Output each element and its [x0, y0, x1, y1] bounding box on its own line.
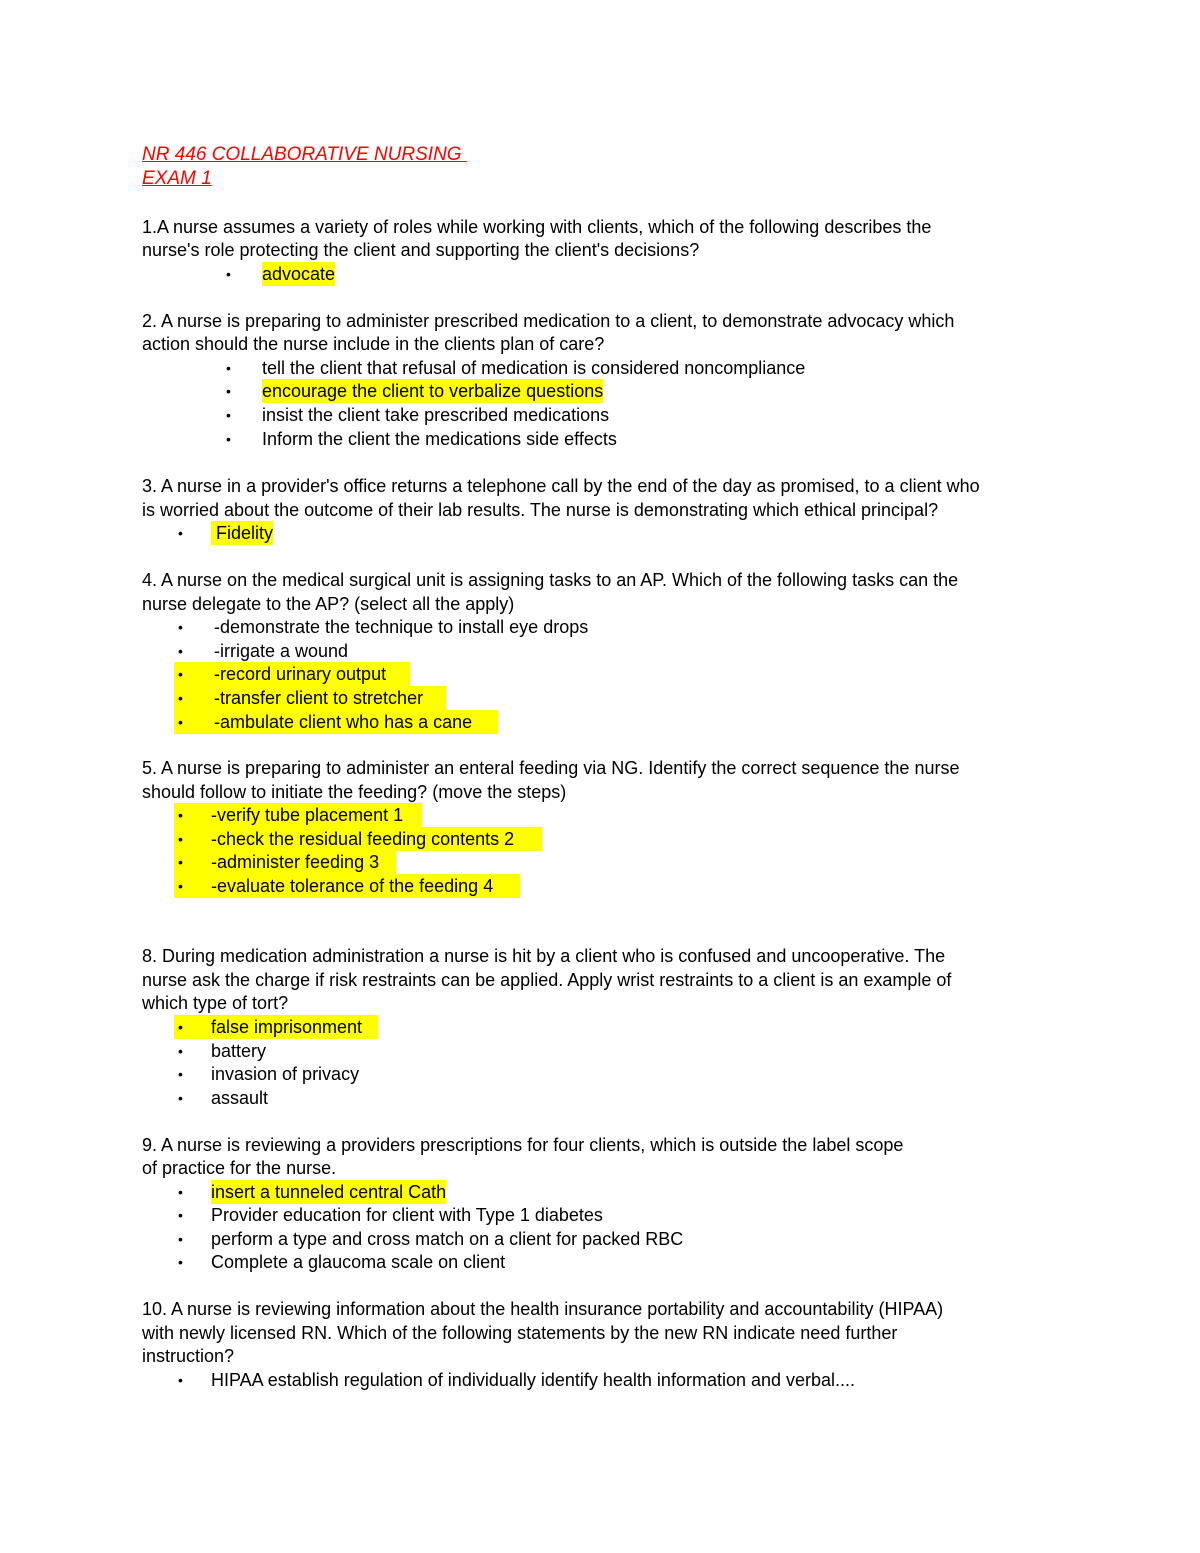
- option-text: encourage the client to verbalize questions: [262, 381, 604, 401]
- bullet-icon: •: [178, 1066, 183, 1082]
- answer-option: [0, 427, 1200, 451]
- answer-option: [0, 639, 1200, 663]
- answer-option: [0, 1227, 1200, 1251]
- bullet-icon: •: [226, 360, 231, 376]
- option-text: -irrigate a wound: [214, 641, 349, 661]
- bullet-icon: •: [178, 1231, 183, 1247]
- question-4-line-1: 4. A nurse on the medical surgical unit is assigning tasks to an AP. Which of the following tasks can the: [142, 570, 959, 590]
- question-10-line-1: 10. A nurse is reviewing information about the health insurance portability and accountability (HIPAA): [142, 1299, 944, 1319]
- question-10-line-2: with newly licensed RN. Which of the following statements by the new RN indicate need further: [142, 1323, 898, 1343]
- bullet-icon: •: [178, 854, 183, 870]
- bullet-icon: •: [178, 690, 183, 706]
- bullet-icon: •: [178, 714, 183, 730]
- answer-option: [0, 1062, 1200, 1086]
- answer-option: [0, 615, 1200, 639]
- question-8-line-1: 8. During medication administration a nurse is hit by a client who is confused and uncooperative. The: [142, 946, 946, 966]
- question-1-line-2: nurse's role protecting the client and supporting the client's decisions?: [142, 240, 700, 260]
- option-text: insert a tunneled central Cath: [211, 1182, 447, 1202]
- bullet-icon: •: [226, 431, 231, 447]
- bullet-icon: •: [178, 1372, 183, 1388]
- option-text: insist the client take prescribed medications: [262, 405, 610, 425]
- question-8-line-2: nurse ask the charge if risk restraints can be applied. Apply wrist restraints to a client is an example of: [142, 970, 952, 990]
- question-5-line-2: should follow to initiate the feeding? (move the steps): [142, 782, 567, 802]
- question-1-line-1: 1.A nurse assumes a variety of roles while working with clients, which of the following describes the: [142, 217, 932, 237]
- answer-option: [0, 1039, 1200, 1063]
- option-text: -ambulate client who has a cane: [214, 712, 473, 732]
- option-text: assault: [211, 1088, 269, 1108]
- answer-option: [0, 1180, 1200, 1204]
- bullet-icon: •: [178, 525, 183, 541]
- option-text: -verify tube placement 1: [211, 805, 404, 825]
- option-text: false imprisonment: [211, 1017, 363, 1037]
- bullet-icon: •: [178, 619, 183, 635]
- question-9-line-1: 9. A nurse is reviewing a providers prescriptions for four clients, which is outside the label scope: [142, 1135, 904, 1155]
- bullet-icon: •: [178, 1207, 183, 1223]
- bullet-icon: •: [178, 807, 183, 823]
- bullet-icon: •: [178, 1184, 183, 1200]
- document-title: NR 446 COLLABORATIVE NURSING: [142, 144, 467, 165]
- answer-option: [174, 662, 410, 686]
- option-text: Provider education for client with Type 1 diabetes: [211, 1205, 603, 1225]
- option-text: -administer feeding 3: [211, 852, 380, 872]
- answer-option: [0, 262, 1200, 286]
- question-4-line-2: nurse delegate to the AP? (select all the apply): [142, 594, 515, 614]
- document-subtitle: EXAM 1: [142, 168, 212, 189]
- option-text: Fidelity: [211, 523, 274, 543]
- bullet-icon: •: [178, 1090, 183, 1106]
- answer-option: [0, 379, 1200, 403]
- answer-option: [174, 686, 446, 710]
- bullet-icon: •: [178, 1254, 183, 1270]
- option-text: -evaluate tolerance of the feeding 4: [211, 876, 494, 896]
- question-3-line-1: 3. A nurse in a provider's office returns a telephone call by the end of the day as promised, to a client who: [142, 476, 980, 496]
- option-text: Complete a glaucoma scale on client: [211, 1252, 506, 1272]
- option-text: -demonstrate the technique to install eye drops: [214, 617, 589, 637]
- answer-option: [174, 874, 520, 898]
- answer-option: [0, 1203, 1200, 1227]
- bullet-icon: •: [178, 878, 183, 894]
- answer-option: [0, 1086, 1200, 1110]
- answer-option: [174, 827, 542, 851]
- bullet-icon: •: [178, 1019, 183, 1035]
- bullet-icon: •: [178, 666, 183, 682]
- option-text: Inform the client the medications side effects: [262, 429, 617, 449]
- option-text: -check the residual feeding contents 2: [211, 829, 515, 849]
- answer-option: [0, 403, 1200, 427]
- option-text: invasion of privacy: [211, 1064, 360, 1084]
- option-text: HIPAA establish regulation of individually identify health information and verbal....: [211, 1370, 856, 1390]
- bullet-icon: •: [226, 383, 231, 399]
- bullet-icon: •: [178, 1043, 183, 1059]
- option-text: advocate: [262, 264, 336, 284]
- question-10-line-3: instruction?: [142, 1346, 235, 1366]
- answer-option: [174, 803, 422, 827]
- option-text: tell the client that refusal of medication is considered noncompliance: [262, 358, 806, 378]
- answer-option: [0, 356, 1200, 380]
- answer-option: [174, 710, 498, 734]
- question-2-line-2: action should the nurse include in the clients plan of care?: [142, 334, 605, 354]
- bullet-icon: •: [178, 643, 183, 659]
- bullet-icon: •: [226, 407, 231, 423]
- bullet-icon: •: [178, 831, 183, 847]
- question-8-line-3: which type of tort?: [142, 993, 289, 1013]
- option-text: -record urinary output: [214, 664, 387, 684]
- answer-option: [174, 850, 396, 874]
- option-text: -transfer client to stretcher: [214, 688, 429, 708]
- answer-option: [0, 521, 1200, 545]
- question-3-line-2: is worried about the outcome of their lab results. The nurse is demonstrating which ethical principal?: [142, 500, 939, 520]
- option-text: perform a type and cross match on a client for packed RBC: [211, 1229, 684, 1249]
- question-2-line-1: 2. A nurse is preparing to administer prescribed medication to a client, to demonstrate advocacy which: [142, 311, 955, 331]
- bullet-icon: •: [226, 266, 231, 282]
- question-9-line-2: of practice for the nurse.: [142, 1158, 337, 1178]
- answer-option: [0, 1368, 1200, 1392]
- question-5-line-1: 5. A nurse is preparing to administer an enteral feeding via NG. Identify the correct sequence the nurse: [142, 758, 960, 778]
- option-text: battery: [211, 1041, 267, 1061]
- answer-option: [0, 1250, 1200, 1274]
- answer-option: [174, 1015, 378, 1039]
